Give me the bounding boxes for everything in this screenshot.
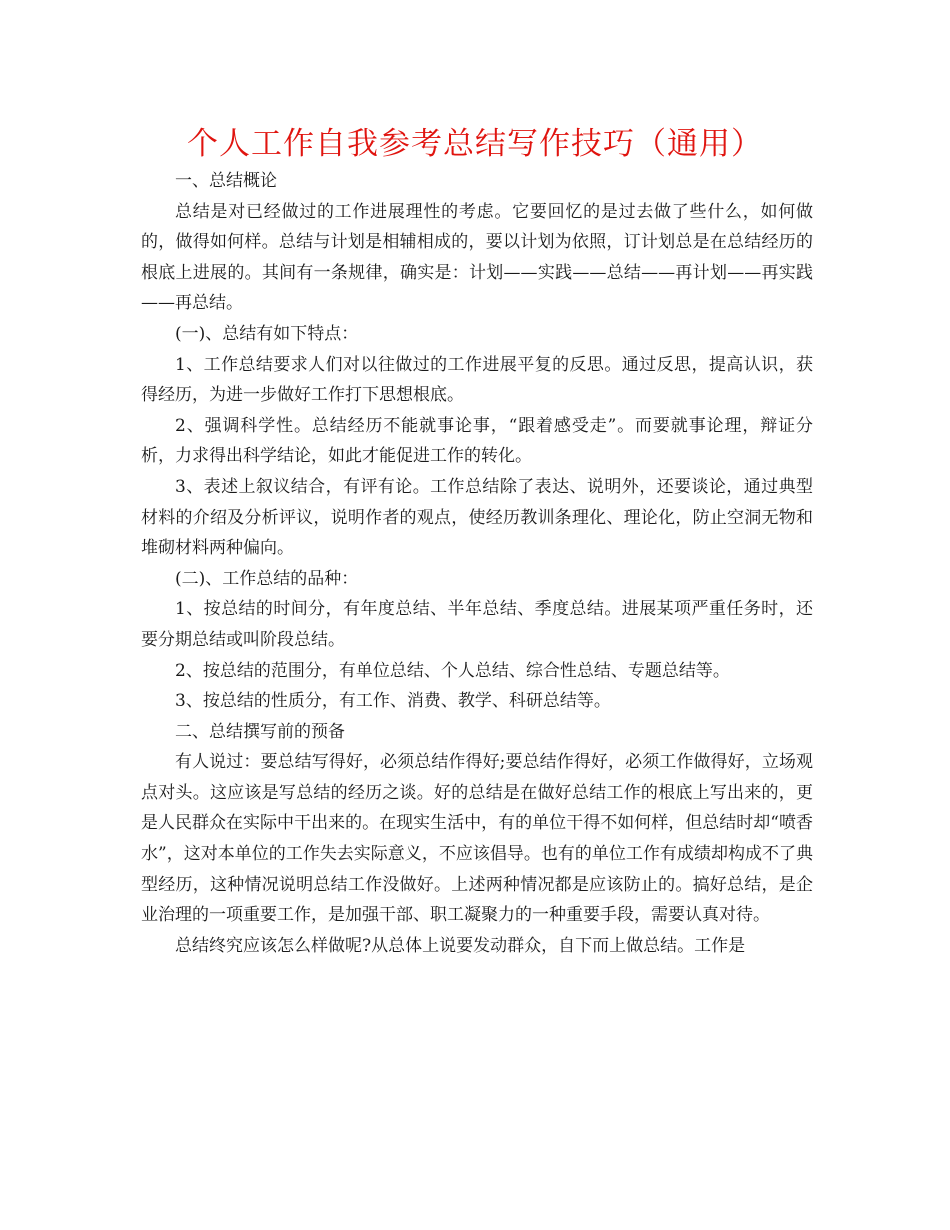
paragraph: 2、按总结的范围分，有单位总结、个人总结、综合性总结、专题总结等。 [175,660,730,681]
subsection-heading: (一)、总结有如下特点： [175,323,359,344]
subsection-heading: (二)、工作总结的品种： [175,568,359,589]
paragraph: 2、强调科学性。总结经历不能就事论事，“跟着感受走”。而要就事论理，辩证分析，力求得出科学结论，如此才能促进工作的转化。 [141,415,813,467]
document-title: 个人工作自我参考总结写作技巧（通用） [187,126,763,162]
document-body [141,166,813,961]
paragraph: 3、按总结的性质分，有工作、消费、教学、科研总结等。 [175,691,611,712]
paragraph: 有人说过：要总结写得好，必须总结作得好;要总结作得好，必须工作做得好，立场观点对头。这应该是写总结的经历之谈。好的总结是在做好总结工作的根底上写出来的，更是人民群众在实际中干出来的。在现实生活中，有的单位干得不如何样，但总结时却“喷香水”，这对本单位的工作失去实际意义，不应该倡导。也有的单位工作有成绩却构成不了典型经历，这种情况说明总结工作没做好。上述两种情况都是应该防止的。搞好总结，是企业治理的一项重要工作，是加强干部、职工凝聚力的一种重要手段，需要认真对待。 [141,752,813,926]
paragraph: 1、按总结的时间分，有年度总结、半年总结、季度总结。进展某项严重任务时，还要分期总结或叫阶段总结。 [141,599,813,650]
paragraph: 1、工作总结要求人们对以往做过的工作进展平复的反思。通过反思，提高认识，获得经历，为进一步做好工作打下思想根底。 [141,354,813,406]
paragraph: 总结终究应该怎么样做呢?从总体上说要发动群众，自下而上做总结。工作是 [175,935,746,956]
paragraph: 总结是对已经做过的工作进展理性的考虑。它要回忆的是过去做了些什么，如何做的，做得如何样。总结与计划是相辅相成的，要以计划为依照，订计划总是在总结经历的根底上进展的。其间有一条规律，确实是：计划——实践——总结——再计划——再实践——再总结。 [141,201,813,314]
section-heading: 一、总结概论 [175,171,277,191]
section-heading: 二、总结撰写前的预备 [175,721,345,742]
paragraph: 3、表述上叙议结合，有评有论。工作总结除了表达、说明外，还要谈论，通过典型材料的介绍及分析评议，说明作者的观点，使经历教训条理化、理论化，防止空洞无物和堆砌材料两种偏向。 [141,476,813,559]
